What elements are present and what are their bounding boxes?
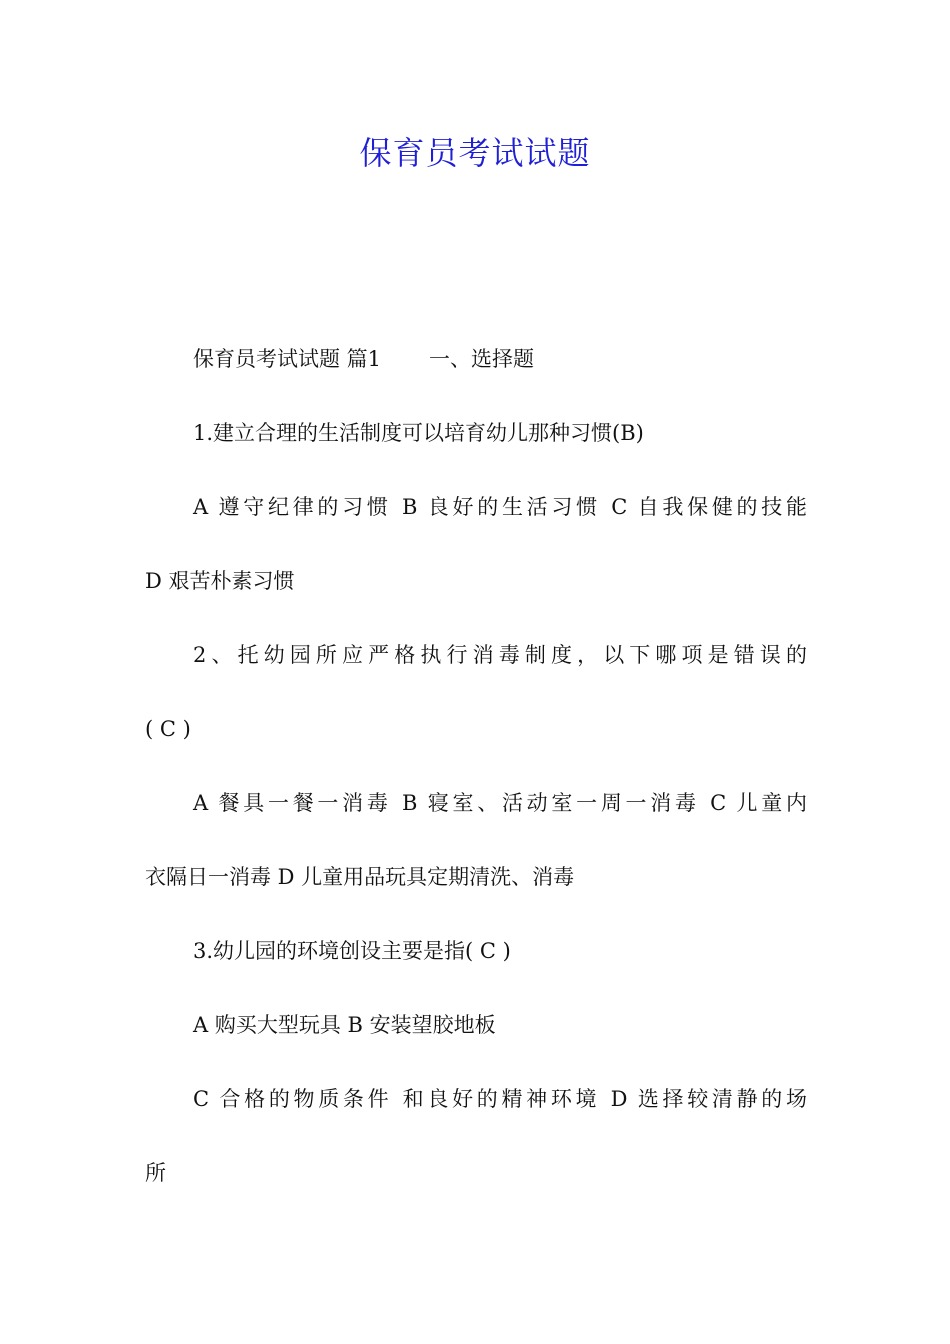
question-2-options-line-1: A 餐具一餐一消毒 B 寝室、活动室一周一消毒 C 儿童内 — [193, 791, 807, 815]
question-3-options-line-2: C 合格的物质条件 和良好的精神环境 D 选择较清静的场 — [193, 1087, 807, 1111]
question-3-text: 3.幼儿园的环境创设主要是指( C ) — [193, 939, 511, 963]
document-title: 保育员考试试题 — [359, 134, 591, 172]
question-2-text-line-2: ( C ) — [145, 717, 191, 741]
question-2-options-line-2: 衣隔日一消毒 D 儿童用品玩具定期清洗、消毒 — [145, 865, 575, 889]
section-header-left: 保育员考试试题 篇1 — [193, 347, 382, 371]
question-1-options-line-1: A 遵守纪律的习惯 B 良好的生活习惯 C 自我保健的技能 — [193, 495, 807, 519]
question-1-text: 1.建立合理的生活制度可以培育幼儿那种习惯(B) — [193, 421, 644, 445]
section-header-line — [145, 337, 807, 411]
document-body — [145, 337, 807, 1225]
question-3-options-line-3: 所 — [145, 1161, 166, 1185]
question-2-text-line-1: 2、托幼园所应严格执行消毒制度，以下哪项是错误的 — [193, 643, 807, 667]
section-header-right: 一、选择题 — [429, 347, 535, 371]
question-1-options-line-2: D 艰苦朴素习惯 — [145, 569, 295, 593]
question-3-options-line-1: A 购买大型玩具 B 安装望胶地板 — [193, 1013, 496, 1037]
